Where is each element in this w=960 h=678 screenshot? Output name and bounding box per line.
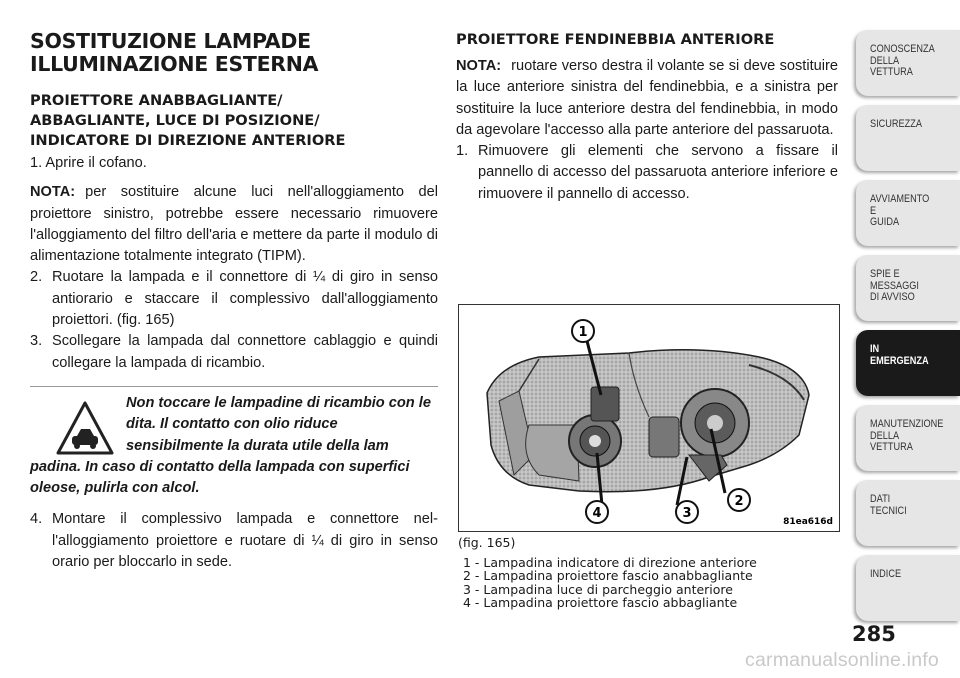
page-title (30, 30, 438, 76)
watermark: carmanualsonline.info (745, 649, 939, 671)
tab-label: INDICE (870, 568, 902, 580)
nota-text: per sostituire alcune luci nell'alloggiamento del proiettore sinistro, potrebbe essere necessario rimuovere l'alloggiamento del filtro dell'aria e mettere da parte il modulo di alimentazione totalmente integrato (TIPM). (30, 184, 438, 265)
tab-conoscenza-della-vettura[interactable] (856, 30, 960, 96)
fog-step-1 (456, 141, 838, 205)
tab-sicurezza[interactable] (856, 105, 960, 171)
step-1: 1. Aprire il cofano. (30, 155, 147, 171)
step-4-text: Montare il complessivo lampada e connettore nell'alloggiamento proiettore e ruotare di ¼ di giro in senso orario per bloccarlo in sede. (52, 511, 438, 571)
legend-item-1: 1 - Lampadina indicatore di direzione anteriore (463, 555, 757, 570)
warning-triangle-icon (56, 401, 114, 455)
tab-label: MANUTENZIONE DELLA VETTURA (870, 418, 944, 453)
fog-step-1-number: 1. (456, 143, 469, 160)
svg-text:2: 2 (734, 494, 744, 509)
subtitle-line-2: ABBAGLIANTE, LUCE DI POSIZIONE/ (30, 112, 320, 129)
nota-label: NOTA: (30, 184, 76, 201)
warning-text-part-1: Non toccare le lampadine di ricambio con le dita. Il contatto con olio riduce sensibilmente la durata utile della lam (126, 394, 431, 454)
headlamp-illustration (459, 305, 839, 531)
tab-label: SICUREZZA (870, 118, 923, 130)
tab-label: AVVIAMENTO E GUIDA (870, 193, 930, 228)
legend-item-4: 4 - Lampadina proiettore fascio abbagliante (463, 594, 738, 610)
fog-light-title: PROIETTORE FENDINEBBIA ANTERIORE (456, 31, 775, 48)
step-2-number: 2. (30, 269, 43, 286)
headlamp-figure (458, 304, 840, 532)
step-4 (30, 509, 438, 573)
warning-text-part-2: padina. In caso di contatto della lampada con superfici oleose, pulirla con alcol. (30, 458, 410, 497)
svg-text:3: 3 (682, 506, 692, 521)
nota-paragraph (30, 182, 438, 267)
tab-spie-e-messaggi[interactable] (856, 255, 960, 321)
legend-item-3: 3 - Lampadina luce di parcheggio anteriore (463, 581, 733, 597)
tab-label: SPIE E MESSAGGI DI AVVISO (870, 268, 919, 303)
subtitle-line-1: PROIETTORE ANABBAGLIANTE/ (30, 92, 283, 109)
figure-legend (463, 556, 757, 609)
chapter-tabs (856, 30, 960, 630)
title-line-1: SOSTITUZIONE LAMPADE (30, 29, 311, 53)
step-2-text: Ruotare la lampada e il connettore di ¼ di giro in senso antiorario e staccare il complessivo dall'alloggiamento proiettori. (fig. 165) (52, 269, 438, 329)
fog-step-1-text: Rimuovere gli elementi che servono a fissare il pannello di accesso del passaruota anteriore inferiore e rimuovere il pannello di accesso. (478, 143, 838, 202)
callout-2 (728, 489, 750, 511)
callout-4 (586, 501, 608, 523)
subtitle-line-3: INDICATORE DI DIREZIONE ANTERIORE (30, 132, 346, 149)
fog-nota-paragraph (456, 56, 838, 141)
callout-3 (676, 501, 698, 523)
tab-in-emergenza[interactable] (856, 330, 960, 396)
figure-code: 81ea616d (783, 517, 833, 527)
tab-dati-tecnici[interactable] (856, 480, 960, 546)
right-column (456, 30, 838, 205)
tab-avviamento-e-guida[interactable] (856, 180, 960, 246)
tab-label: DATI TECNICI (870, 493, 907, 517)
step-3 (30, 331, 438, 374)
tab-label: CONOSCENZA DELLA VETTURA (870, 43, 935, 78)
figure-caption: (fig. 165) (458, 535, 516, 550)
warning-box (30, 386, 438, 499)
fog-nota-text: ruotare verso destra il volante se si deve sostituire la luce anteriore sinistra del fendinebbia, e a sinistra per sostituire la luce anteriore destra del fendinebbia, in modo da agevolare l'accesso alla parte anteriore del passaruota. (456, 58, 838, 138)
page-number: 285 (852, 622, 896, 646)
step-4-number: 4. (30, 511, 43, 528)
tab-manutenzione-della-vettura[interactable] (856, 405, 960, 471)
step-3-number: 3. (30, 333, 43, 350)
tab-indice[interactable] (856, 555, 960, 621)
svg-text:4: 4 (592, 506, 602, 521)
tab-label: IN EMERGENZA (870, 343, 929, 367)
legend-item-2: 2 - Lampadina proiettore fascio anabbagliante (463, 568, 753, 584)
title-line-2: ILLUMINAZIONE ESTERNA (30, 52, 319, 76)
section-title (30, 91, 438, 151)
callout-1 (572, 320, 594, 342)
svg-text:1: 1 (578, 325, 588, 340)
step-3-text: Scollegare la lampada dal connettore cablaggio e quindi collegare la lampada di ricambio. (52, 333, 438, 371)
fog-nota-label: NOTA: (456, 58, 502, 74)
left-column (30, 30, 438, 573)
step-2 (30, 267, 438, 331)
